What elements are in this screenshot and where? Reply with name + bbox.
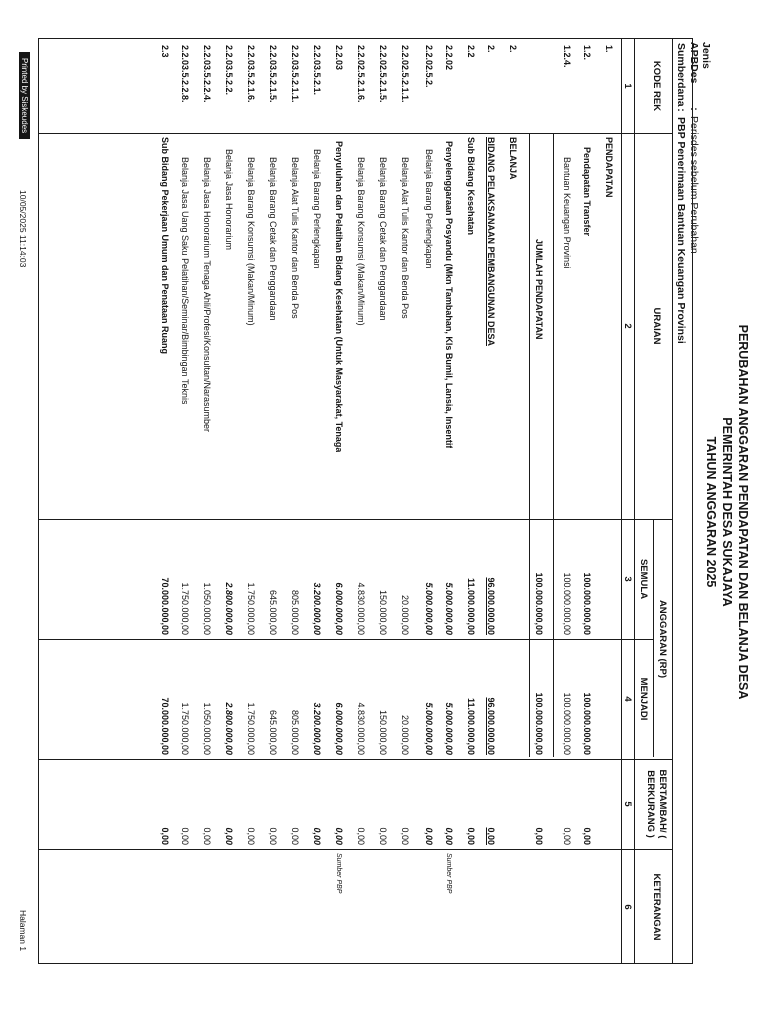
row-semula: 5.000.000,00 [444,582,454,635]
row-semula: 6.000.000,00 [334,582,344,635]
row-bertambah: 0,00 [290,827,300,845]
row-kode: 2. [486,45,496,53]
row-bertambah: 0,00 [224,827,234,845]
row-kode: 2.2.02.5.2.1.6. [356,45,366,103]
row-uraian: Penyuluhan dan Pelatihan Bidang Kesehatan (Untuk Masyarakat, Tenaga [334,141,344,453]
row-bertambah: 0,00 [268,827,278,845]
row-semula: 96.000.000,00 [486,577,496,635]
row-semula: 150.000,00 [378,589,388,635]
meta-sumber: Sumberdana:PBP Penerimaan Bantuan Keuangan Provinsi [675,43,687,344]
row-menjadi: 100.000.000,00 [562,692,572,755]
row-semula: 70.000.000,00 [160,577,170,635]
row-kode: 1.2.4. [562,45,572,68]
row-uraian: Belanja Barang Konsumsi (Makan/Minum) [246,157,256,326]
row-semula: 805.000,00 [290,589,300,635]
row-semula: 2.800.000,00 [224,582,234,635]
row-menjadi: 1.750.000,00 [246,702,256,755]
row-keterangan: Sumber PBP [445,853,452,894]
col-header-kode: KODE REK [651,60,662,112]
row-menjadi: 70.000.000,00 [160,697,170,755]
row-menjadi: 4.830.000,00 [356,702,366,755]
row-menjadi: 5.000.000,00 [424,702,434,755]
row-kode: 2.2.03.5.2.1. [312,45,322,96]
row-kode: 2.2.02 [444,45,454,71]
row-semula: 100.000.000,00 [582,572,592,635]
row-uraian: Belanja Barang Konsumsi (Makan/Minum) [356,157,366,326]
row-bertambah: 0,00 [160,827,170,845]
meta-sumber-value: PBP Penerimaan Bantuan Keuangan Provinsi [675,117,687,344]
row-kode: 2.2.02.5.2.1.5. [378,45,388,103]
col-number-2: 2 [622,323,633,329]
row-semula: 20.000,00 [400,594,410,635]
row-bertambah: 0,00 [356,827,366,845]
meta-jenis: Jenis APBDes:Perisdes sebelum Perubahan [688,42,712,254]
row-bertambah: 0,00 [334,827,344,845]
row-kode: 2.2.03.5.2.2. [224,45,234,96]
row-semula: 100.000.000,00 [562,572,572,635]
row-bertambah: 0,00 [486,827,496,845]
row-bertambah: 0,00 [246,827,256,845]
row-menjadi: 20.000,00 [400,714,410,755]
row-kode: 2.2.02.5.2. [424,45,434,88]
row-semula: 11.000.000,00 [466,577,476,635]
row-menjadi: 805.000,00 [290,709,300,755]
col-header-semula: SEMULA [638,558,649,600]
col-number-6: 6 [622,904,633,910]
row-semula: 100.000.000,00 [534,572,544,635]
col-header-keterangan: KETERANGAN [651,873,662,941]
budget-table [38,38,693,964]
row-uraian: BELANJA [508,137,518,180]
row-uraian: PENDAPATAN [604,137,614,198]
row-bertambah: 0,00 [466,827,476,845]
row-kode: 2.2.03.5.2.2.4. [202,45,212,103]
row-bertambah: 0,00 [582,827,592,845]
row-semula: 5.000.000,00 [424,582,434,635]
printed-by-badge: Printed by Siskeudes [19,52,30,139]
row-uraian: Belanja Barang Perlengkapan [312,149,322,269]
row-uraian: Penyelenggaraan Posyandu (Mkn Tambahan, Kls Bumil, Lansia, Insentif [444,141,454,449]
row-kode: 2.3 [160,45,170,58]
row-bertambah: 0,00 [180,827,190,845]
row-menjadi: 2.800.000,00 [224,702,234,755]
row-bertambah: 0,00 [424,827,434,845]
row-menjadi: 645.000,00 [268,709,278,755]
row-kode: 2.2.03.5.2.1.6. [246,45,256,103]
row-menjadi: 96.000.000,00 [486,697,496,755]
row-menjadi: 1.050.000,00 [202,702,212,755]
meta-jenis-label: Jenis APBDes [688,42,712,84]
col-header-menjadi: MENJADI [638,677,649,721]
doc-title: PERUBAHAN ANGGARAN PENDAPATAN DAN BELANJA DESA [736,324,750,700]
row-uraian: Bantuan Keuangan Provinsi [562,157,572,269]
page-number: Halaman 1 [18,910,28,952]
col-number-3: 3 [622,576,633,582]
doc-subtitle-village: PEMERINTAH DESA SUKAJAYA [720,417,734,607]
row-uraian: Belanja Jasa Honorarium Tenaga Ahli/Profesi/Konsultan/Narasumber [202,157,212,432]
row-uraian: Sub Bidang Kesehatan [466,137,476,236]
doc-subtitle-year: TAHUN ANGGARAN 2025 [704,436,718,588]
print-timestamp: 10/05/2025 11:14:03 [18,190,28,268]
row-menjadi: 100.000.000,00 [534,692,544,755]
row-kode: 2.2.03.5.2.1.1. [290,45,300,103]
row-bertambah: 0,00 [444,827,454,845]
row-kode: 2.2.03.5.2.2.8. [180,45,190,103]
row-uraian: Sub Bidang Pekerjaan Umum dan Penataan Ruang [160,137,170,355]
row-semula: 645.000,00 [268,589,278,635]
row-uraian: Belanja Alat Tulis Kantor dan Benda Pos [400,157,410,319]
row-semula: 1.050.000,00 [202,582,212,635]
row-uraian: Belanja Barang Cetak dan Penggandaan [378,157,388,321]
row-menjadi: 6.000.000,00 [334,702,344,755]
row-kode: 2.2.03 [334,45,344,71]
row-semula: 4.830.000,00 [356,582,366,635]
row-kode: 1. [604,45,614,53]
row-bertambah: 0,00 [534,827,544,845]
row-kode: 2.2.02.5.2.1.1. [400,45,410,103]
col-header-anggaran: ANGGARAN (RP) [657,599,668,679]
row-bertambah: 0,00 [312,827,322,845]
row-kode: 1.2. [582,45,592,61]
col-number-1: 1 [622,83,633,89]
row-bertambah: 0,00 [202,827,212,845]
col-header-uraian: URAIAN [651,307,662,345]
meta-jenis-value: Perisdes sebelum Perubahan [688,116,700,254]
row-semula: 3.200.000,00 [312,582,322,635]
col-header-bertambah: BERTAMBAH/ ( BERKURANG ) [645,769,668,839]
row-uraian: BIDANG PELAKSANAAN PEMBANGUNAN DESA [486,137,496,347]
row-kode: 2. [508,45,518,53]
row-uraian: Belanja Jasa Honorarium [224,149,234,251]
row-bertambah: 0,00 [378,827,388,845]
row-bertambah: 0,00 [400,827,410,845]
col-number-5: 5 [622,801,633,807]
row-menjadi: 3.200.000,00 [312,702,322,755]
row-uraian: Belanja Jasa Uang Saku Pelatihan/Seminar/Bimbingan Teknis [180,157,190,405]
row-uraian: Belanja Barang Cetak dan Penggandaan [268,157,278,321]
meta-sumber-label: Sumberdana [675,43,687,107]
row-semula: 1.750.000,00 [246,582,256,635]
row-menjadi: 11.000.000,00 [466,697,476,755]
row-kode: 2.2 [466,45,476,58]
row-uraian: JUMLAH PENDAPATAN [534,239,544,340]
row-menjadi: 100.000.000,00 [582,692,592,755]
row-menjadi: 5.000.000,00 [444,702,454,755]
row-uraian: Belanja Barang Perlengkapan [424,149,434,269]
row-uraian: Belanja Alat Tulis Kantor dan Benda Pos [290,157,300,319]
row-semula: 1.750.000,00 [180,582,190,635]
col-number-4: 4 [622,696,633,702]
row-menjadi: 150.000,00 [378,709,388,755]
row-uraian: Pendapatan Transfer [582,147,592,237]
row-kode: 2.2.03.5.2.1.5. [268,45,278,103]
row-keterangan: Sumber PBP [335,853,342,894]
row-bertambah: 0,00 [562,827,572,845]
row-menjadi: 1.750.000,00 [180,702,190,755]
